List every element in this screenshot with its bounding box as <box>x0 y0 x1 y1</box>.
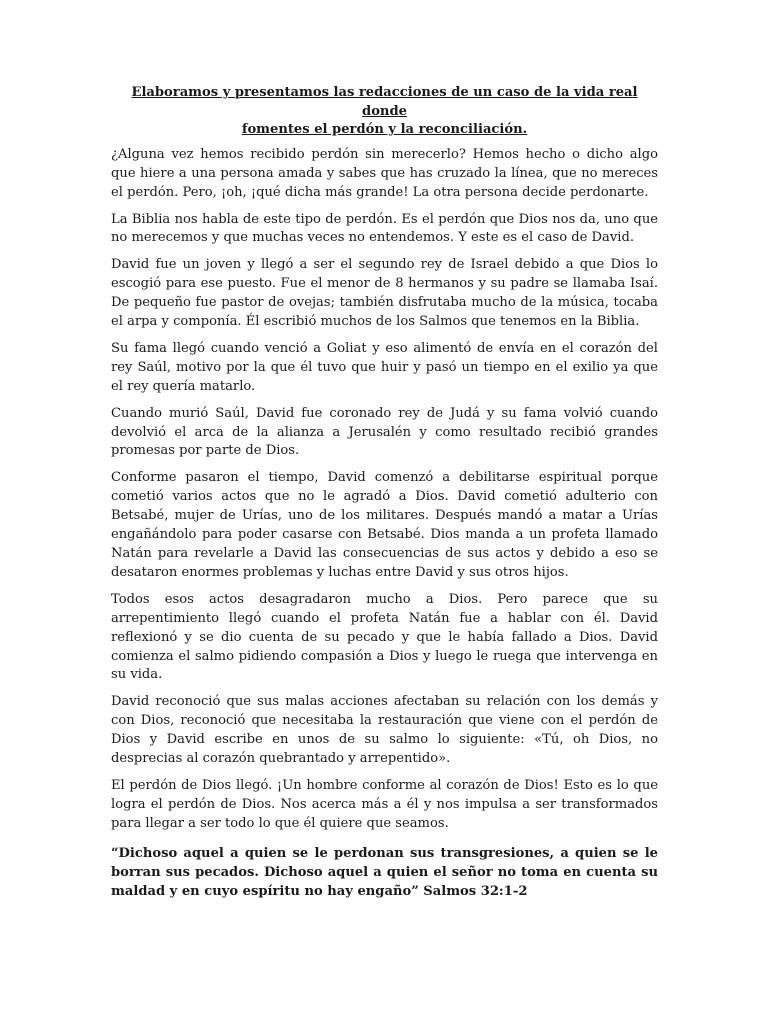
title-line-1: Elaboramos y presentamos las redacciones de un caso de la vida real donde <box>131 85 638 119</box>
title-line-2: fomentes el perdón y la reconciliación. <box>241 122 528 138</box>
paragraph-7: Todos esos actos desagradaron mucho a Dios. Pero parece que su arrepentimiento llegó cuando el profeta Natán fue a hablar con él. David reflexionó y se dio cuenta de su pecado y que le había fallado a Dios. David comienza el salmo pidiendo compasión a Dios y luego le ruega que intervenga en su vida. <box>111 591 658 683</box>
document-title <box>111 84 658 140</box>
paragraph-3: David fue un joven y llegó a ser el segundo rey de Israel debido a que Dios lo escogió para ese puesto. Fue el menor de 8 hermanos y su padre se llamaba Isaí. De pequeño fue pastor de ovejas; también disfrutaba mucho de la música, tocaba el arpa y componía. Él escribió muchos de los Salmos que tenemos en la Biblia. <box>111 257 658 330</box>
paragraph-1: ¿Alguna vez hemos recibido perdón sin merecerlo? Hemos hecho o dicho algo que hiere a una persona amada y sabes que has cruzado la línea, que no mereces el perdón. Pero, ¡oh, ¡qué dicha más grande! La otra persona decide perdonarte. <box>111 146 658 200</box>
paragraph-5: Cuando murió Saúl, David fue coronado rey de Judá y su fama volvió cuando devolvió el arca de la alianza a Jerusalén y como resultado recibió grandes promesas por parte de Dios. <box>111 405 658 459</box>
paragraph-4: Su fama llegó cuando venció a Goliat y eso alimentó de envía en el corazón del rey Saúl, motivo por la que él tuvo que huir y pasó un tiempo en el exilio ya que el rey quería matarlo. <box>111 340 658 394</box>
paragraph-2: La Biblia nos habla de este tipo de perdón. Es el perdón que Dios nos da, uno que no merecemos y que muchas veces no entendemos. Y este es el caso de David. <box>111 211 658 246</box>
closing-quote: “Dichoso aquel a quien se le perdonan sus transgresiones, a quien se le borran sus pecados. Dichoso aquel a quien el señor no toma en cuenta su maldad y en cuyo espíritu no hay engaño” Salmos 32:1-2 <box>111 845 658 900</box>
paragraph-8: David reconoció que sus malas acciones afectaban su relación con los demás y con Dios, reconoció que necesitaba la restauración que viene con el perdón de Dios y David escribe en unos de su salmo lo siguiente: «Tú, oh Dios, no desprecias al corazón quebrantado y arrepentido». <box>111 694 658 767</box>
paragraph-6: Conforme pasaron el tiempo, David comenzó a debilitarse espiritual porque cometió varios actos que no le agradó a Dios. David cometió adulterio con Betsabé, mujer de Urías, uno de los militares. Después mandó a matar a Urías engañándolo para poder casarse con Betsabé. Dios manda a un profeta llamado Natán para revelarle a David las consecuencias de sus actos y debido a eso se desataron enormes problemas y luchas entre David y sus otros hijos. <box>111 470 658 580</box>
paragraph-9: El perdón de Dios llegó. ¡Un hombre conforme al corazón de Dios! Esto es lo que logra el perdón de Dios. Nos acerca más a él y nos impulsa a ser transformados para llegar a ser todo lo que él quiere que seamos. <box>111 777 658 831</box>
